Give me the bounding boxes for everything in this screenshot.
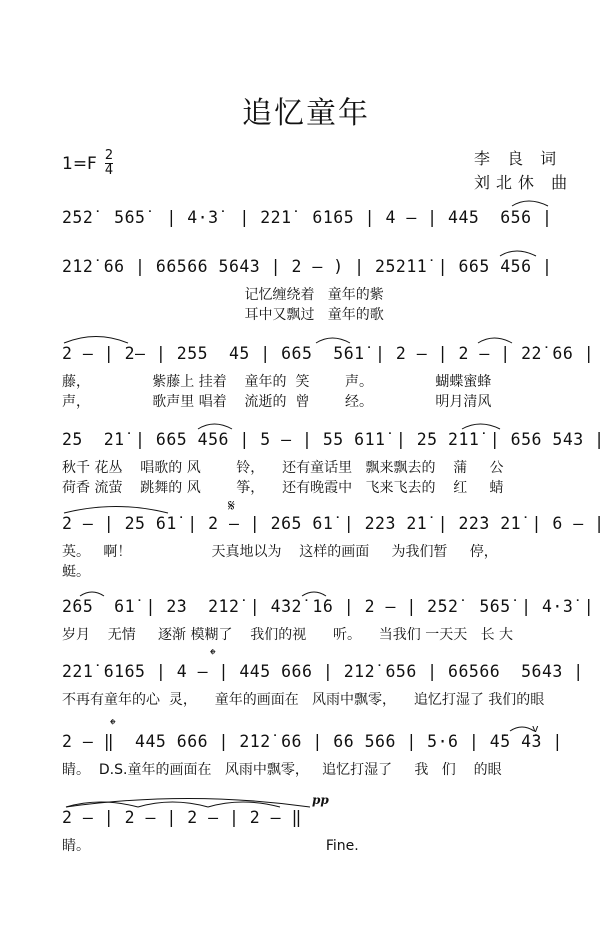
- lyric-line-3a: 藤， 紫藤上 挂着 童年的 笑 声。 蝴蝶蜜蜂: [62, 374, 492, 390]
- notation-line-8: 2 – ‖ 445 666 | 2̇12̇ 66 | 6̇6 56̇6 | 5·6 | 4̇5 4̇3 |: [62, 732, 563, 751]
- lyric-line-4a: 秋千 花丛 唱歌的 风 铃， 还有童话里 飘来飘去的 蒲 公: [62, 460, 504, 476]
- lyric-line-6: 岁月 无情 逐渐 模糊了 我们的视 听。 当我们 一天天 长 大: [62, 627, 514, 643]
- time-bottom: 4: [104, 163, 114, 178]
- slur-3: [64, 337, 128, 344]
- key-signature: [62, 150, 113, 177]
- lyric-line-5a: 英。 啊！ 天真地以为 这样的画面 为我们暂 停，: [62, 544, 498, 560]
- time-signature: [105, 150, 113, 177]
- coda-icon: 𝄌: [210, 645, 216, 664]
- slur-9: [80, 592, 104, 596]
- notation-line-6: 2̇65 61̇ | 2̇3 2̇12̇ | 4̇32̇ 1̇6 | 2 – | 2̇52̇ 5̇65̇ | 4·3̇ |: [62, 597, 595, 616]
- notation-line-1: 2̇52̇ 5̇65̇ | 4·3̇ | 22̇1̇ 6̇165 | 4 – | 445 65̇6 |: [62, 208, 553, 227]
- lyric-line-7: 不再有童年的心 灵， 童年的画面在 风雨中飘零， 追忆打湿了 我们的眼: [62, 692, 545, 708]
- lyricist-credit: 李 良 词: [474, 149, 563, 168]
- slur-4: [316, 338, 350, 343]
- slur-5: [478, 338, 512, 343]
- breath-mark-icon: v: [532, 722, 539, 735]
- composer-credit: 刘北休 曲: [474, 173, 574, 192]
- dynamic-marking: pp: [312, 793, 329, 807]
- time-top: 2: [104, 148, 114, 163]
- tie-long-4: [208, 802, 280, 807]
- slur-2: [500, 251, 536, 256]
- notation-line-4: 2̇5 2̇1̇ | 665 456 | 5 – | 55 61̇1̇ | 2̇5 2̇1̇1̇ | 656 543 |: [62, 430, 605, 449]
- tie-long-1: [66, 799, 310, 808]
- lyric-line-3b: 声， 歌声里 唱着 流逝的 曾 经。 明月清风: [62, 394, 492, 410]
- notation-line-5: 2 – | 25 61̇ | 2 – | 265 61̇ | 22̇3 2̇1̇ | 22̇3 2̇1̇ | 6 – |: [62, 514, 605, 533]
- slur-7: [462, 424, 500, 429]
- lyric-line-5b: 蜓。: [62, 564, 90, 580]
- notation-line-7: 22̇1̇ 6̇165 | 4 – | 445 666 | 2̇12̇ 656 | 66566 5643 |: [62, 662, 584, 681]
- slur-8: [64, 507, 168, 514]
- lyric-line-2b: 耳中又飘过 童年的歌: [62, 307, 384, 323]
- segno-icon: 𝄋: [228, 496, 235, 515]
- slur-6: [198, 424, 232, 429]
- tie-long-2: [66, 802, 138, 807]
- slur-10: [302, 592, 326, 596]
- notation-line-3: 2 – | 2– | 255 45 | 665 561̇ | 2 – | 2 – | 2̇2̇ 66 |: [62, 344, 595, 363]
- notation-line-2: 2̇12̇ 66 | 66566 5643 | 2 – ) | 2̇52̇1̇1̇ | 665 456 |: [62, 257, 553, 276]
- lyric-line-8: 睛。 D.S.童年的画面在 风雨中飘零， 追忆打湿了 我 们 的眼: [62, 762, 502, 778]
- song-title: 追忆童年: [242, 96, 370, 131]
- lyric-line-4b: 荷香 流萤 跳舞的 风 筝， 还有晚霞中 飞来飞去的 红 蜻: [62, 480, 504, 496]
- coda-icon-2: 𝄌: [110, 715, 116, 734]
- lyric-line-9: 睛。 Fine.: [62, 838, 359, 854]
- slur-1: [512, 201, 548, 206]
- tie-long-3: [138, 802, 208, 807]
- slur-11: [510, 727, 534, 731]
- notation-line-9: 2 – | 2 – | 2 – | 2 – ‖: [62, 808, 302, 827]
- key-label: 1=F: [62, 153, 97, 174]
- lyric-line-2a: 记忆缠绕着 童年的紫: [62, 287, 384, 303]
